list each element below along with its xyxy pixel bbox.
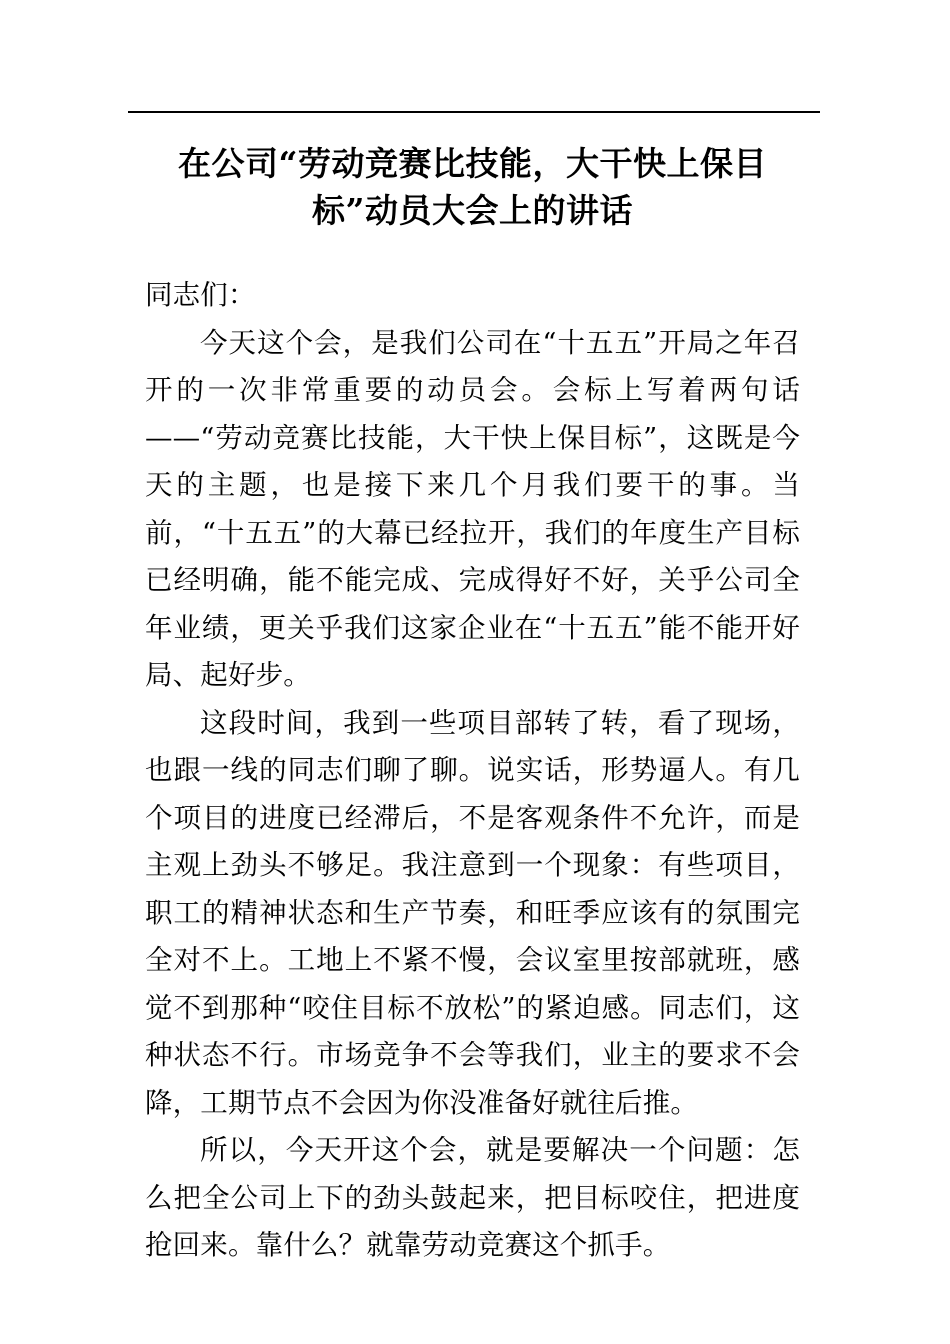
header-rule <box>128 111 820 113</box>
body-paragraph-3: 所以，今天开这个会，就是要解决一个问题：怎么把全公司上下的劲头鼓起来，把目标咬住，把进度抢回来。靠什么？就靠劳动竞赛这个抓手。 <box>145 1134 800 1261</box>
body-paragraph-1: 今天这个会，是我们公司在“十五五”开局之年召开的一次非常重要的动员会。会标上写着两句话——“劳动竞赛比技能，大干快上保目标”，这既是今天的主题，也是接下来几个月我们要干的事。当前，“十五五”的大幕已经拉开，我们的年度生产目标已经明确，能不能完成、完成得好不好，关乎公司全年业绩，更关乎我们这家企业在“十五五”能不能开好局、起好步。 <box>145 326 800 691</box>
body-paragraph-2: 这段时间，我到一些项目部转了转，看了现场，也跟一线的同志们聊了聊。说实话，形势逼人。有几个项目的进度已经滞后，不是客观条件不允许，而是主观上劲头不够足。我注意到一个现象：有些项目，职工的精神状态和生产节奏，和旺季应该有的氛围完全对不上。工地上不紧不慢，会议室里按部就班，感觉不到那种“咬住目标不放松”的紧迫感。同志们，这种状态不行。市场竞争不会等我们，业主的要求不会降，工期节点不会因为你没准备好就往后推。 <box>145 706 800 1119</box>
salutation: 同志们： <box>145 279 256 311</box>
page-title: 在公司“劳动竞赛比技能，大干快上保目标”动员大会上的讲话 <box>178 144 767 230</box>
document-body <box>145 272 800 1270</box>
document-content <box>145 140 800 1270</box>
